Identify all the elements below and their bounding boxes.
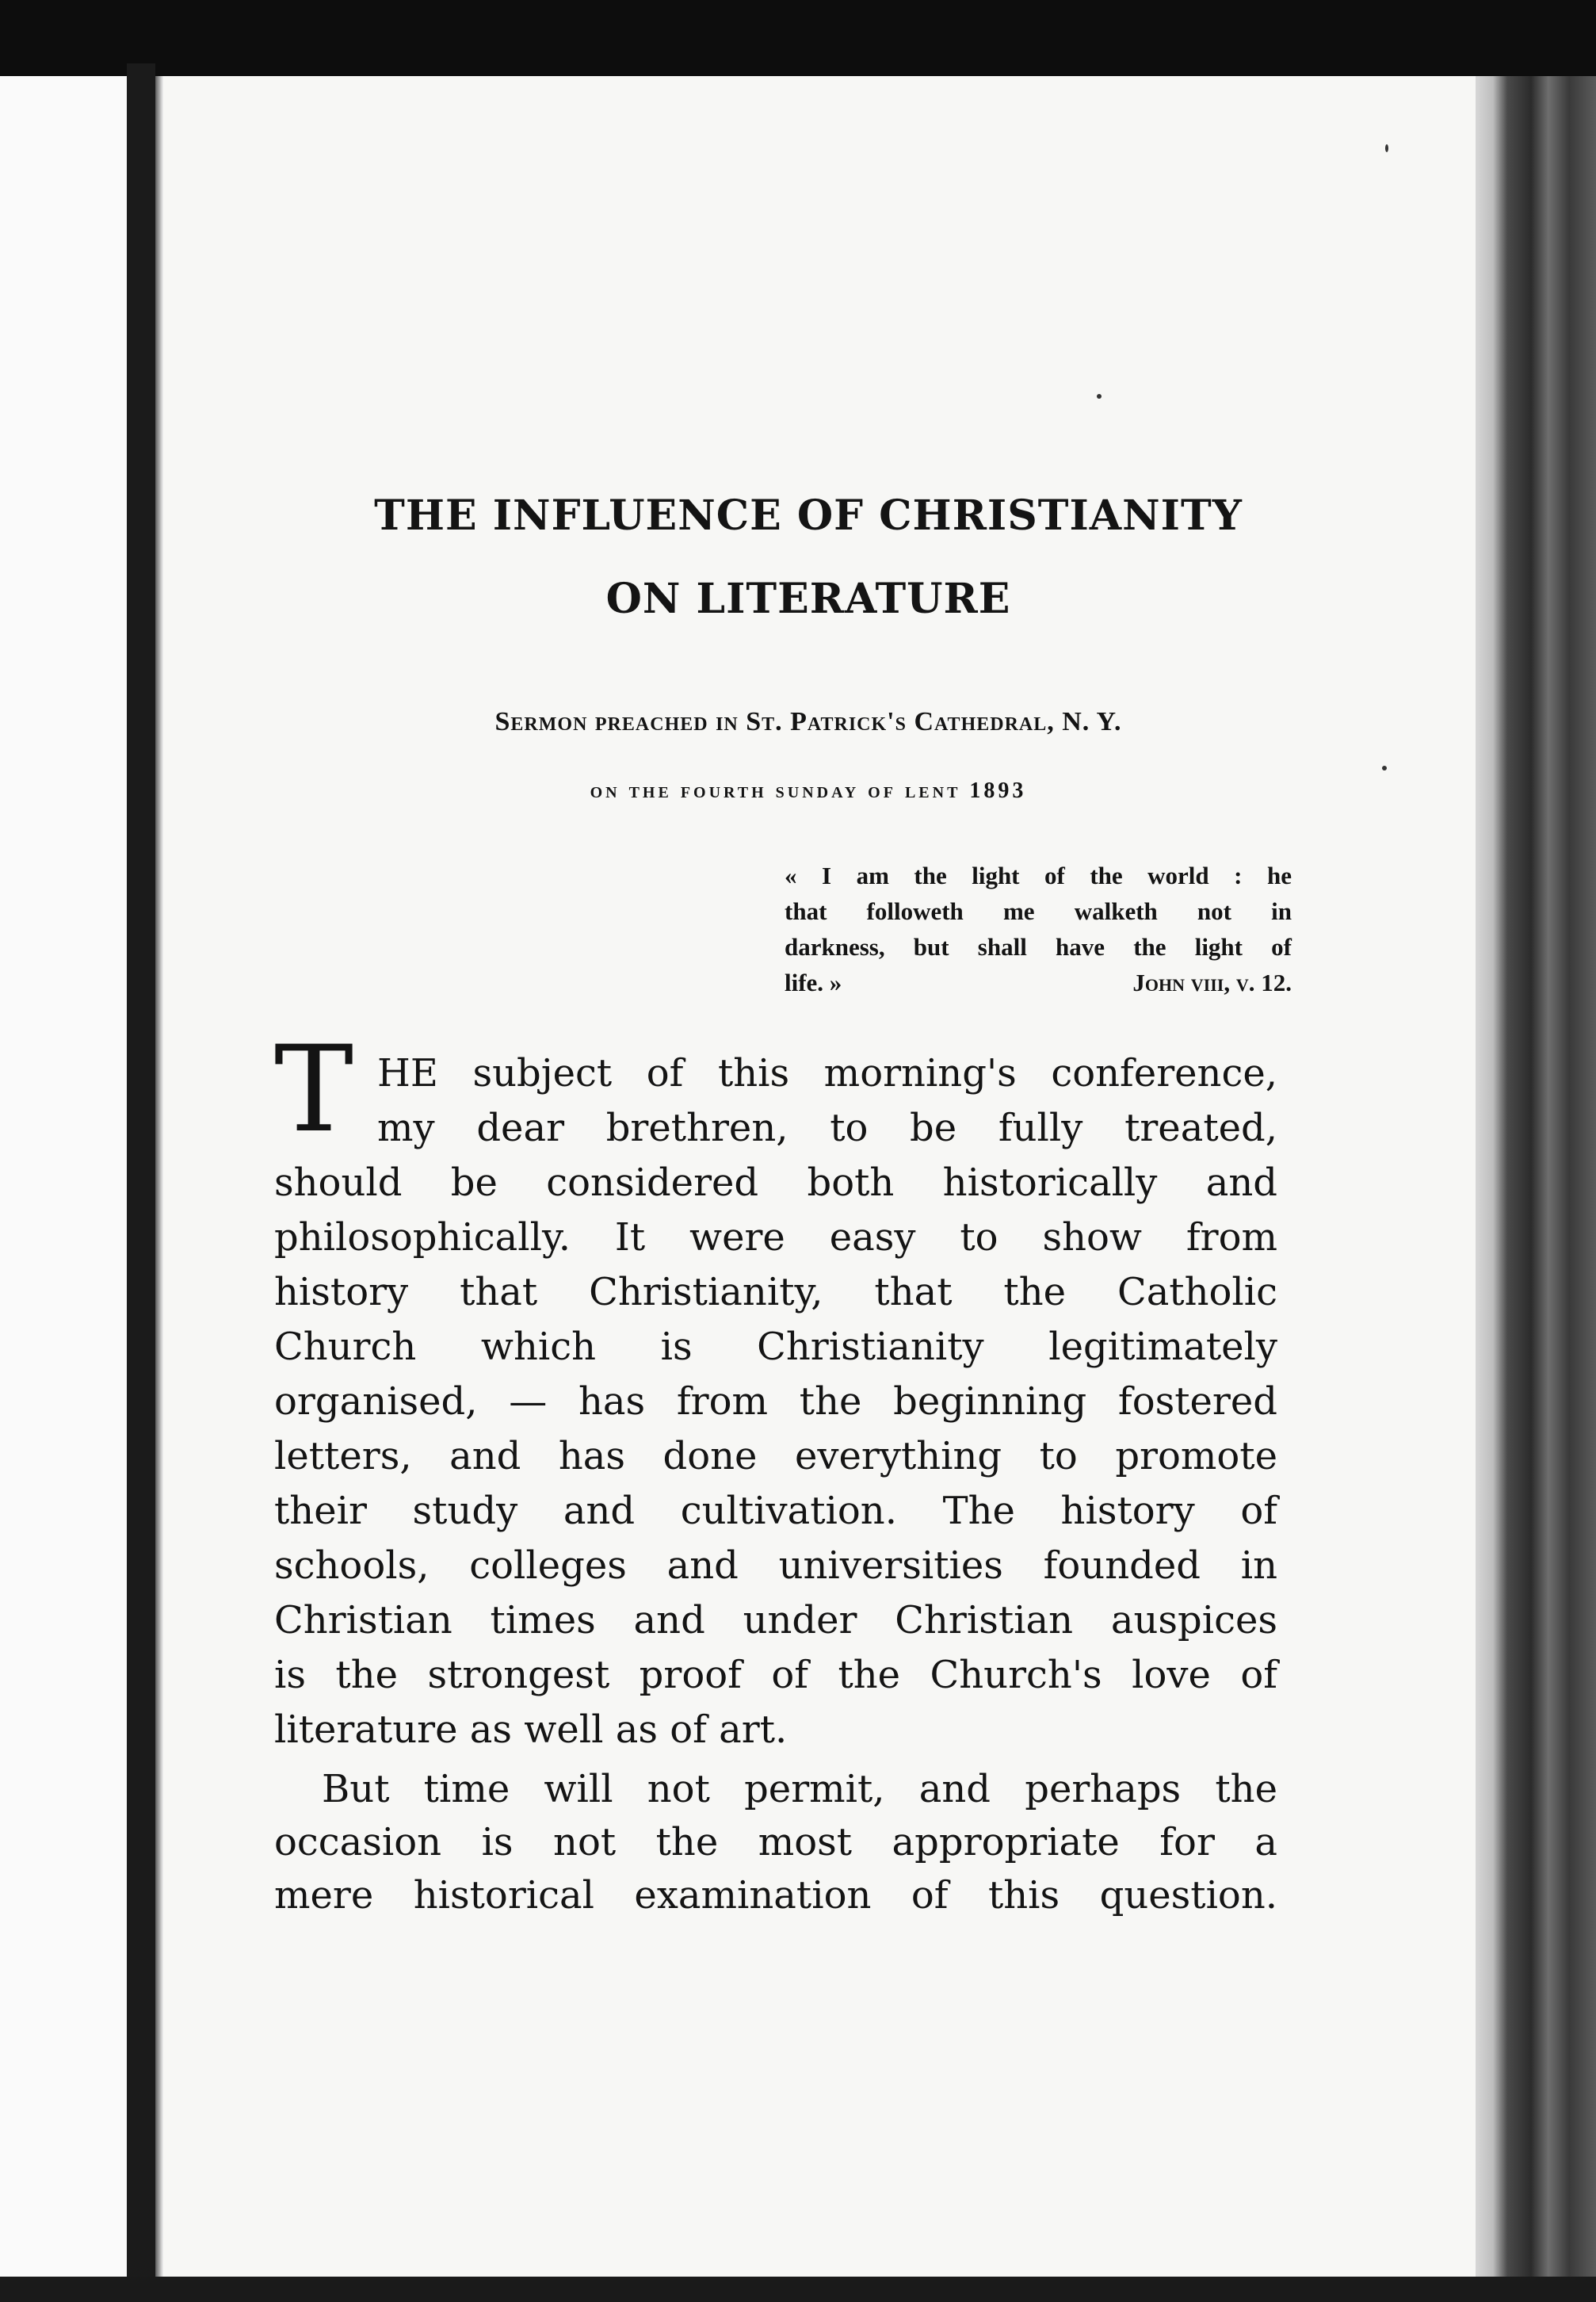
body-line: schools, colleges and universities founded in <box>274 1543 1277 1588</box>
epigraph-line: life. » <box>785 969 842 996</box>
sermon-date: on the fourth sunday of lent 1893 <box>590 778 1027 803</box>
body-line: organised, — has from the beginning fostered <box>274 1379 1277 1424</box>
drop-cap: T <box>274 1021 354 1159</box>
book-gutter <box>127 63 155 2283</box>
body-line: occasion is not the most appropriate for a <box>274 1820 1277 1864</box>
scan-speck <box>1097 394 1102 399</box>
body-line: is the strongest proof of the Church's love of <box>274 1653 1277 1697</box>
scan-frame-top <box>0 0 1596 76</box>
body-line: philosophically. It were easy to show from <box>274 1215 1277 1260</box>
body-line: letters, and has done everything to promote <box>274 1434 1277 1478</box>
facing-page-edge <box>0 76 127 2277</box>
body-line: literature as well as of art. <box>274 1707 788 1752</box>
scan-speck <box>1382 766 1387 771</box>
epigraph <box>785 858 1292 1000</box>
body-line: their study and cultivation. The history of <box>274 1489 1277 1533</box>
body-line: history that Christianity, that the Catholic <box>274 1270 1277 1314</box>
epigraph-line: darkness, but shall have the light of <box>785 933 1292 961</box>
body-line: But time will not permit, and perhaps the <box>322 1767 1277 1811</box>
epigraph-last-line <box>785 965 1292 1000</box>
paragraph-2 <box>274 1763 1277 1922</box>
body-line: Church which is Christianity legitimately <box>274 1325 1277 1369</box>
paragraph-1 <box>274 1046 1277 1757</box>
scan-frame-bottom <box>0 2277 1596 2302</box>
body-line: my dear brethren, to be fully treated, <box>377 1106 1277 1150</box>
scan-speck <box>1385 144 1388 152</box>
epigraph-reference: John viii, v. 12. <box>1132 969 1292 996</box>
document-title-line-2: ON LITERATURE <box>605 575 1011 623</box>
gutter-shadow <box>155 76 163 2277</box>
epigraph-line: « I am the light of the world : he <box>785 862 1292 889</box>
body-line: should be considered both historically and <box>274 1161 1277 1205</box>
body-line: Christian times and under Christian auspices <box>274 1598 1277 1642</box>
body-line: mere historical examination of this question. <box>274 1873 1277 1918</box>
document-title-line-1: THE INFLUENCE OF CHRISTIANITY <box>374 491 1243 540</box>
page-edge-strip <box>1476 76 1596 2277</box>
sermon-location: Sermon preached in St. Patrick's Cathedral, N. Y. <box>494 707 1122 736</box>
body-line: HE subject of this morning's conference, <box>377 1051 1277 1096</box>
epigraph-line: that followeth me walketh not in <box>785 897 1292 925</box>
